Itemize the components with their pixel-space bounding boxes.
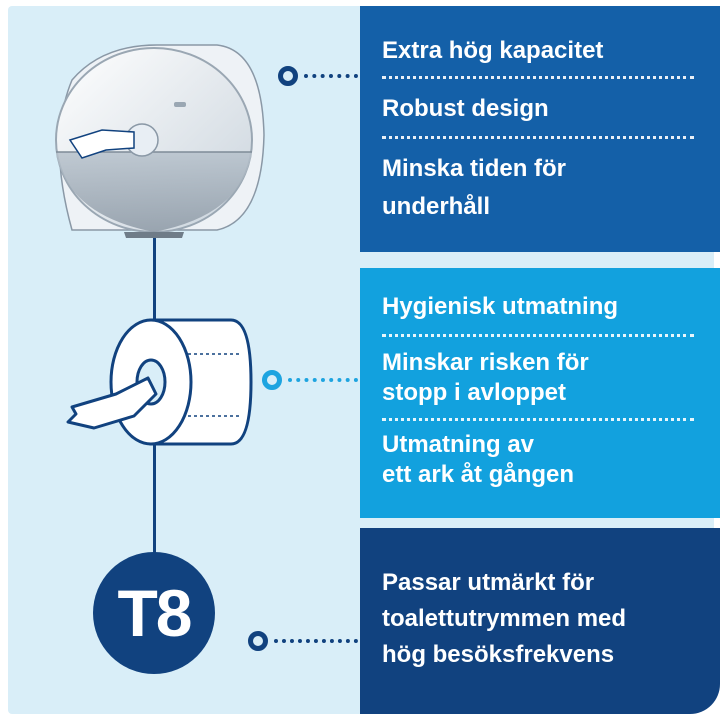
connector-ring-top <box>278 66 298 86</box>
feature-line: Extra hög kapacitet <box>382 37 604 64</box>
connector-ring-bottom <box>248 631 268 651</box>
dotted-separator <box>382 418 694 421</box>
feature-line: hög besöksfrekvens <box>382 641 615 668</box>
dotted-separator <box>382 76 694 79</box>
dotted-separator <box>382 136 694 139</box>
feature-line: Minska tiden för <box>382 155 567 182</box>
feature-line: Robust design <box>382 95 549 122</box>
feature-line: Passar utmärkt för <box>382 569 595 596</box>
dispenser-icon <box>42 40 282 240</box>
feature-line: underhåll <box>382 193 491 220</box>
features-box-middle <box>360 268 720 518</box>
feature-line: Hygienisk utmatning <box>382 293 619 320</box>
toilet-roll-icon <box>66 312 256 462</box>
features-box-bottom <box>360 528 720 714</box>
connector-dots-bottom <box>274 639 358 643</box>
connector-ring-middle <box>262 370 282 390</box>
feature-line: stopp i avloppet <box>382 379 567 406</box>
feature-line: toalettutrymmen med <box>382 605 627 632</box>
features-box-top <box>360 6 720 252</box>
feature-line: Utmatning av <box>382 431 535 458</box>
t8-badge <box>93 552 215 674</box>
feature-line: Minskar risken för <box>382 349 589 376</box>
feature-line: ett ark åt gången <box>382 461 575 488</box>
dotted-separator <box>382 334 694 337</box>
connector-dots-top <box>304 74 358 78</box>
connector-dots-middle <box>288 378 358 382</box>
t8-label: T8 <box>117 576 191 650</box>
